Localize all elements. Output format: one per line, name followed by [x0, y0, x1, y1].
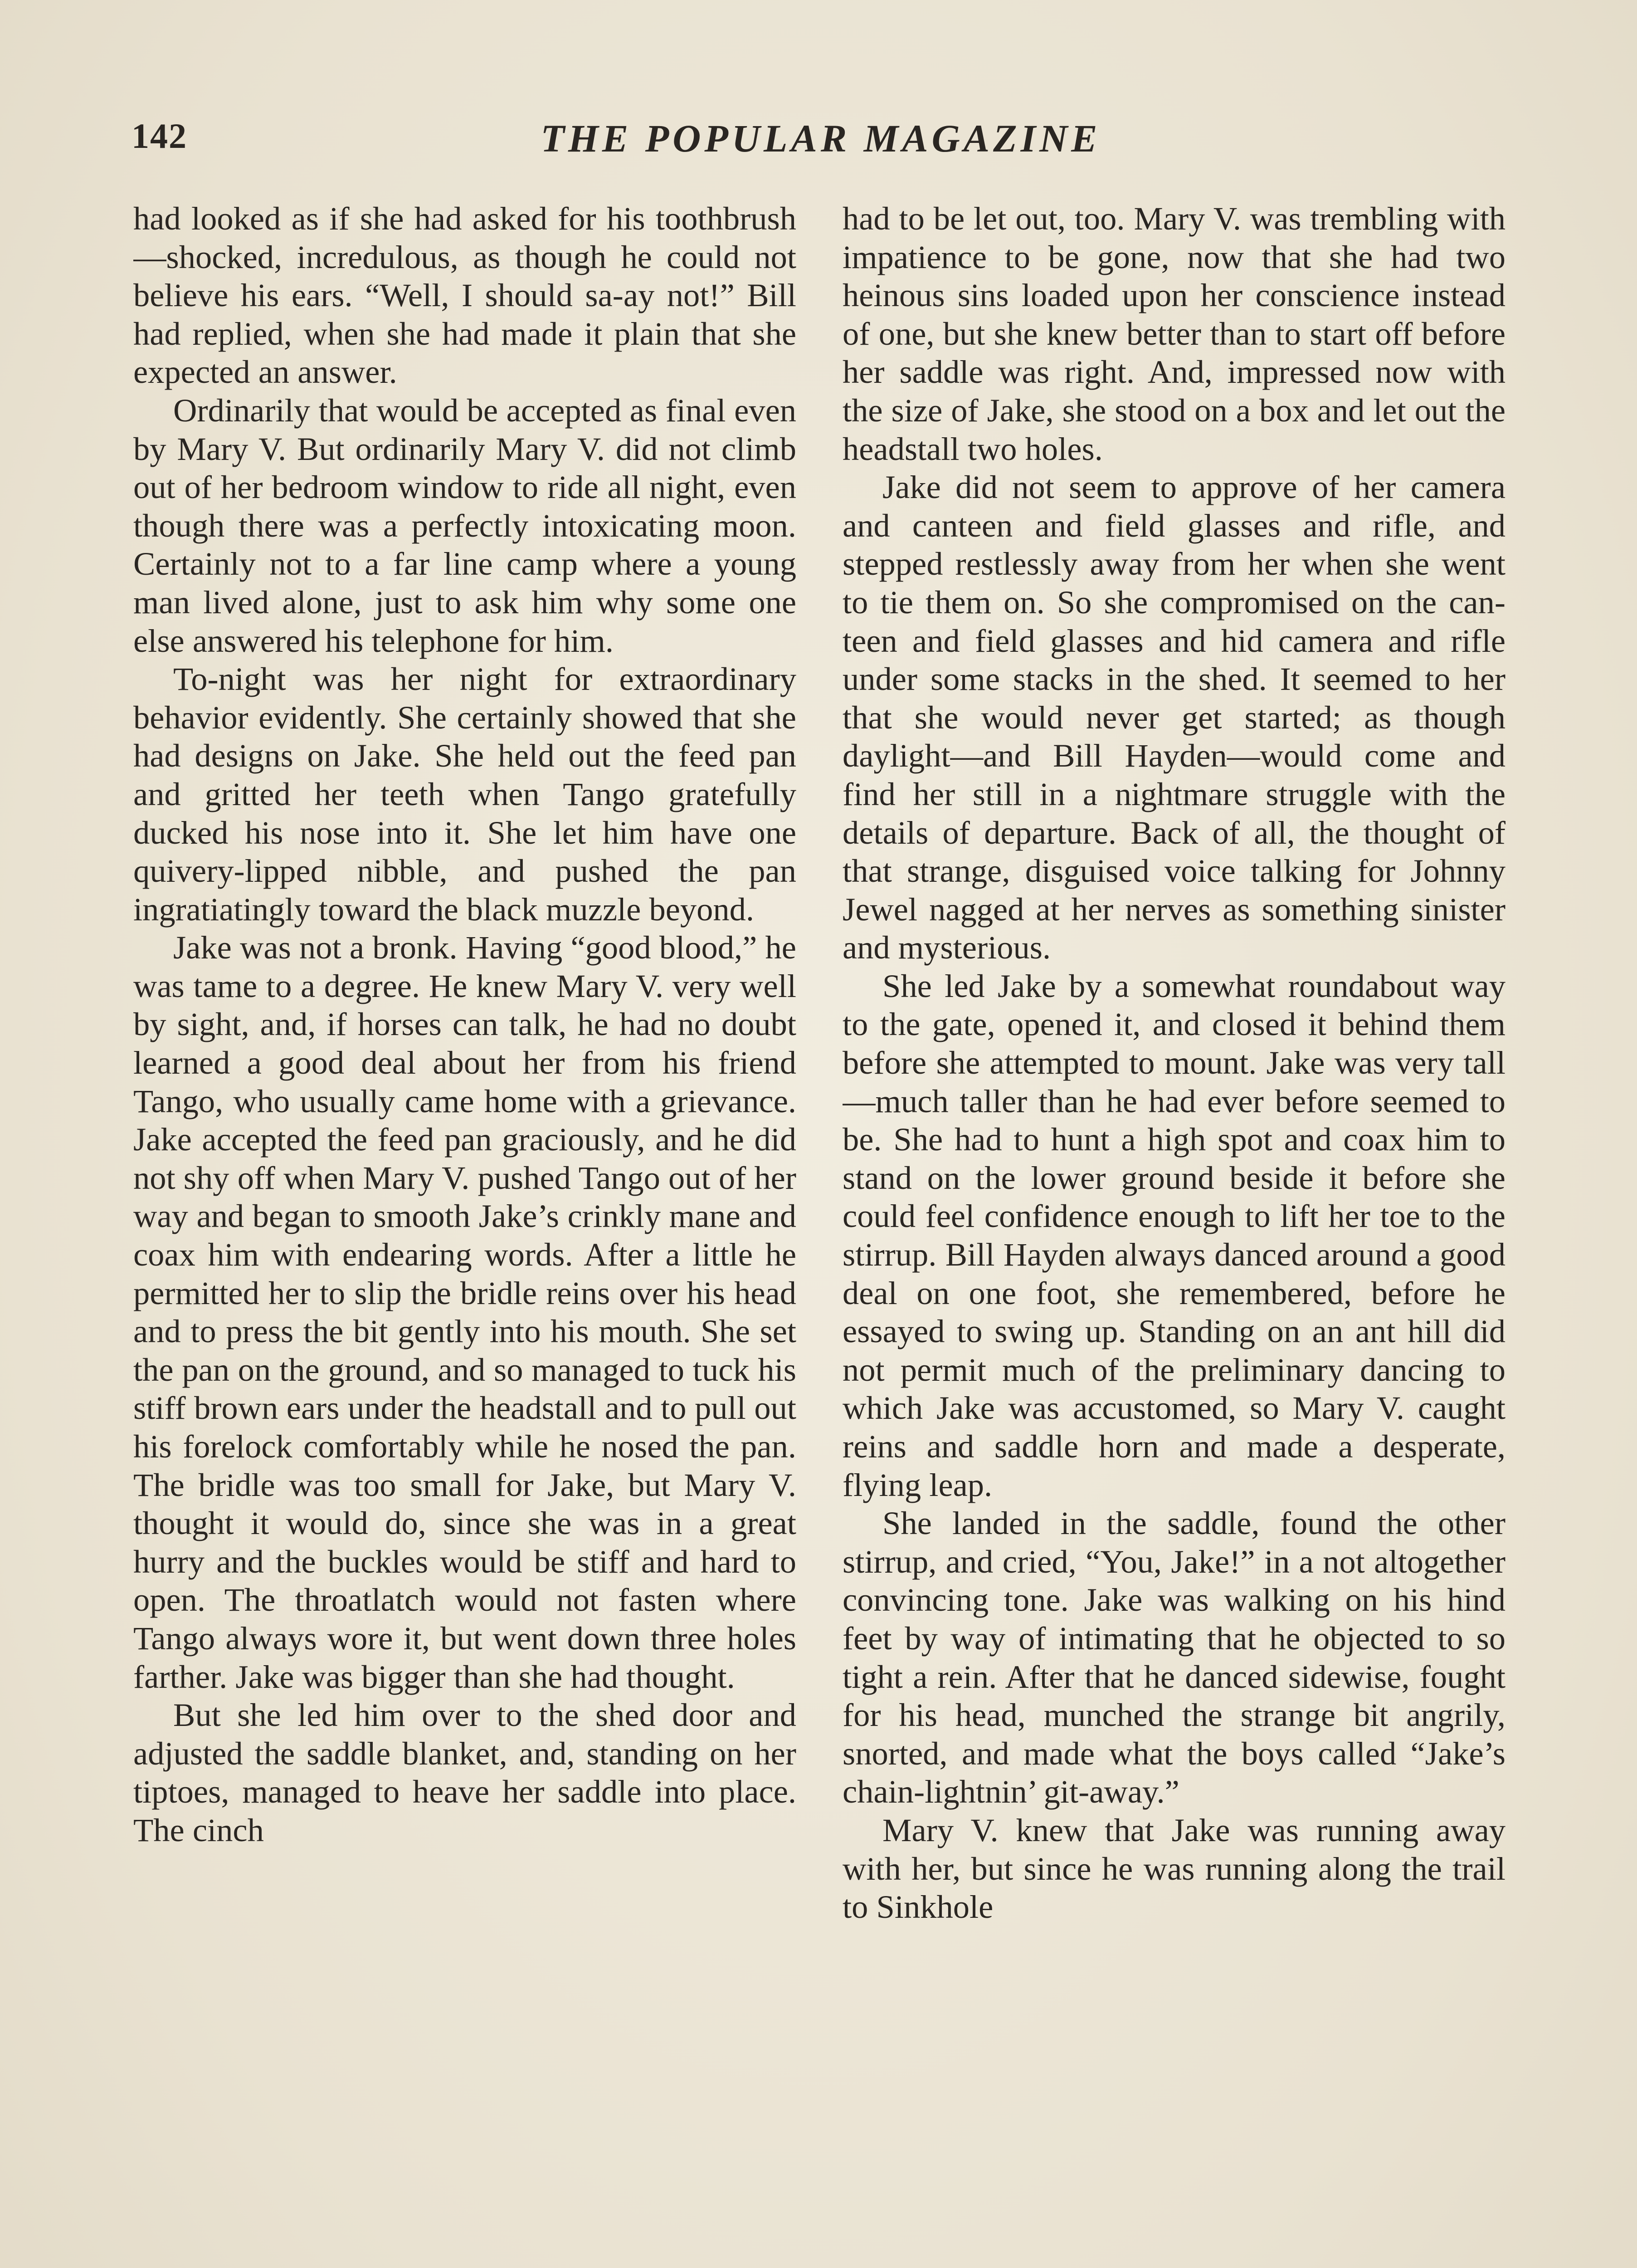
- paragraph: She led Jake by a somewhat roundabout way to the gate, opened it, and closed it behind them before she attempted to mount. Jake was very tall —much taller than he had ever before seemed to be. She had to hunt a high spot and coax him to stand on the lower ground beside it before she could feel confidence enough to lift her toe to the stirrup. Bill Hayden always danced around a good deal on one foot, she remembered, before he essayed to swing up. Standing on an ant hill did not permit much of the preliminary dancing to which Jake was accustomed, so Mary V. caught reins and saddle horn and made a desperate, flying leap.: [843, 967, 1505, 1503]
- paragraph: She landed in the saddle, found the other stirrup, and cried, “You, Jake!” in a not altogether convincing tone. Jake was walking on his hind feet by way of intimating that he objected to so tight a rein. After that he danced sidewise, fought for his head, munched the strange bit angrily, snorted, and made what the boys called “Jake’s chain-lightnin’ git-away.”: [843, 1505, 1505, 1810]
- page-header: [132, 116, 1510, 166]
- page-number: 142: [132, 116, 187, 156]
- paragraph: Jake did not seem to approve of her camera and canteen and field glasses and rifle, and stepped restlessly away from her when she went to tie them on. So she compromised on the canteen and field glasses and hid camera and rifle under some stacks in the shed. It seemed to her that she would never get started; as though daylight—and Bill Hayden—would come and find her still in a nightmare struggle with the details of departure. Back of all, the thought of that strange, disguised voice talking for Johnny Jewel nagged at her nerves as something sinister and mysterious.: [843, 469, 1505, 966]
- paragraph: Jake was not a bronk. Having “good blood,” he was tame to a degree. He knew Mary V. very well by sight, and, if horses can talk, he had no doubt learned a good deal about her from his friend Tango, who usually came home with a grievance. Jake accepted the feed pan graciously, and he did not shy off when Mary V. pushed Tango out of her way and began to smooth Jake’s crinkly mane and coax him with endearing words. After a little he permitted her to slip the bridle reins over his head and to press the bit gently into his mouth. She set the pan on the ground, and so managed to tuck his stiff brown ears under the headstall and to pull out his forelock comfortably while he nosed the pan. The bridle was too small for Jake, but Mary V. thought it would do, since she was in a great hurry and the buckles would be stiff and hard to open. The throatlatch would not fasten where Tango always wore it, but went down three holes farther. Jake was bigger than she had thought.: [133, 929, 796, 1695]
- running-head: THE POPULAR MAGAZINE: [541, 117, 1101, 160]
- left-column: [133, 200, 796, 2268]
- paragraph: To-night was her night for extraordinary behavior evidently. She certainly showed that she had designs on Jake. She held out the feed pan and gritted her teeth when Tango gratefully ducked his nose into it. She let him have one quivery-lipped nibble, and pushed the pan ingratiatingly toward the black muzzle beyond.: [133, 660, 796, 928]
- paragraph: had looked as if she had asked for his toothbrush—shocked, incredulous, as though he could not believe his ears. “Well, I should sa-ay not!” Bill had replied, when she had made it plain that she expected an answer.: [133, 200, 796, 391]
- right-column: [843, 200, 1505, 2268]
- paragraph: Ordinarily that would be accepted as final even by Mary V. But ordinarily Mary V. did not climb out of her bedroom window to ride all night, even though there was a perfectly intoxicating moon. Certainly not to a far line camp where a young man lived alone, just to ask him why some one else answered his telephone for him.: [133, 391, 796, 659]
- paragraph: But she led him over to the shed door and adjusted the saddle blanket, and, standing on her tiptoes, managed to heave her saddle into place. The cinch: [133, 1696, 796, 1848]
- paragraph: had to be let out, too. Mary V. was trembling with impatience to be gone, now that she had two heinous sins loaded upon her conscience instead of one, but she knew better than to start off before her saddle was right. And, impressed now with the size of Jake, she stood on a box and let out the headstall two holes.: [843, 200, 1505, 467]
- paragraph: Mary V. knew that Jake was running away with her, but since he was running along the trail to Sinkhole: [843, 1811, 1505, 1926]
